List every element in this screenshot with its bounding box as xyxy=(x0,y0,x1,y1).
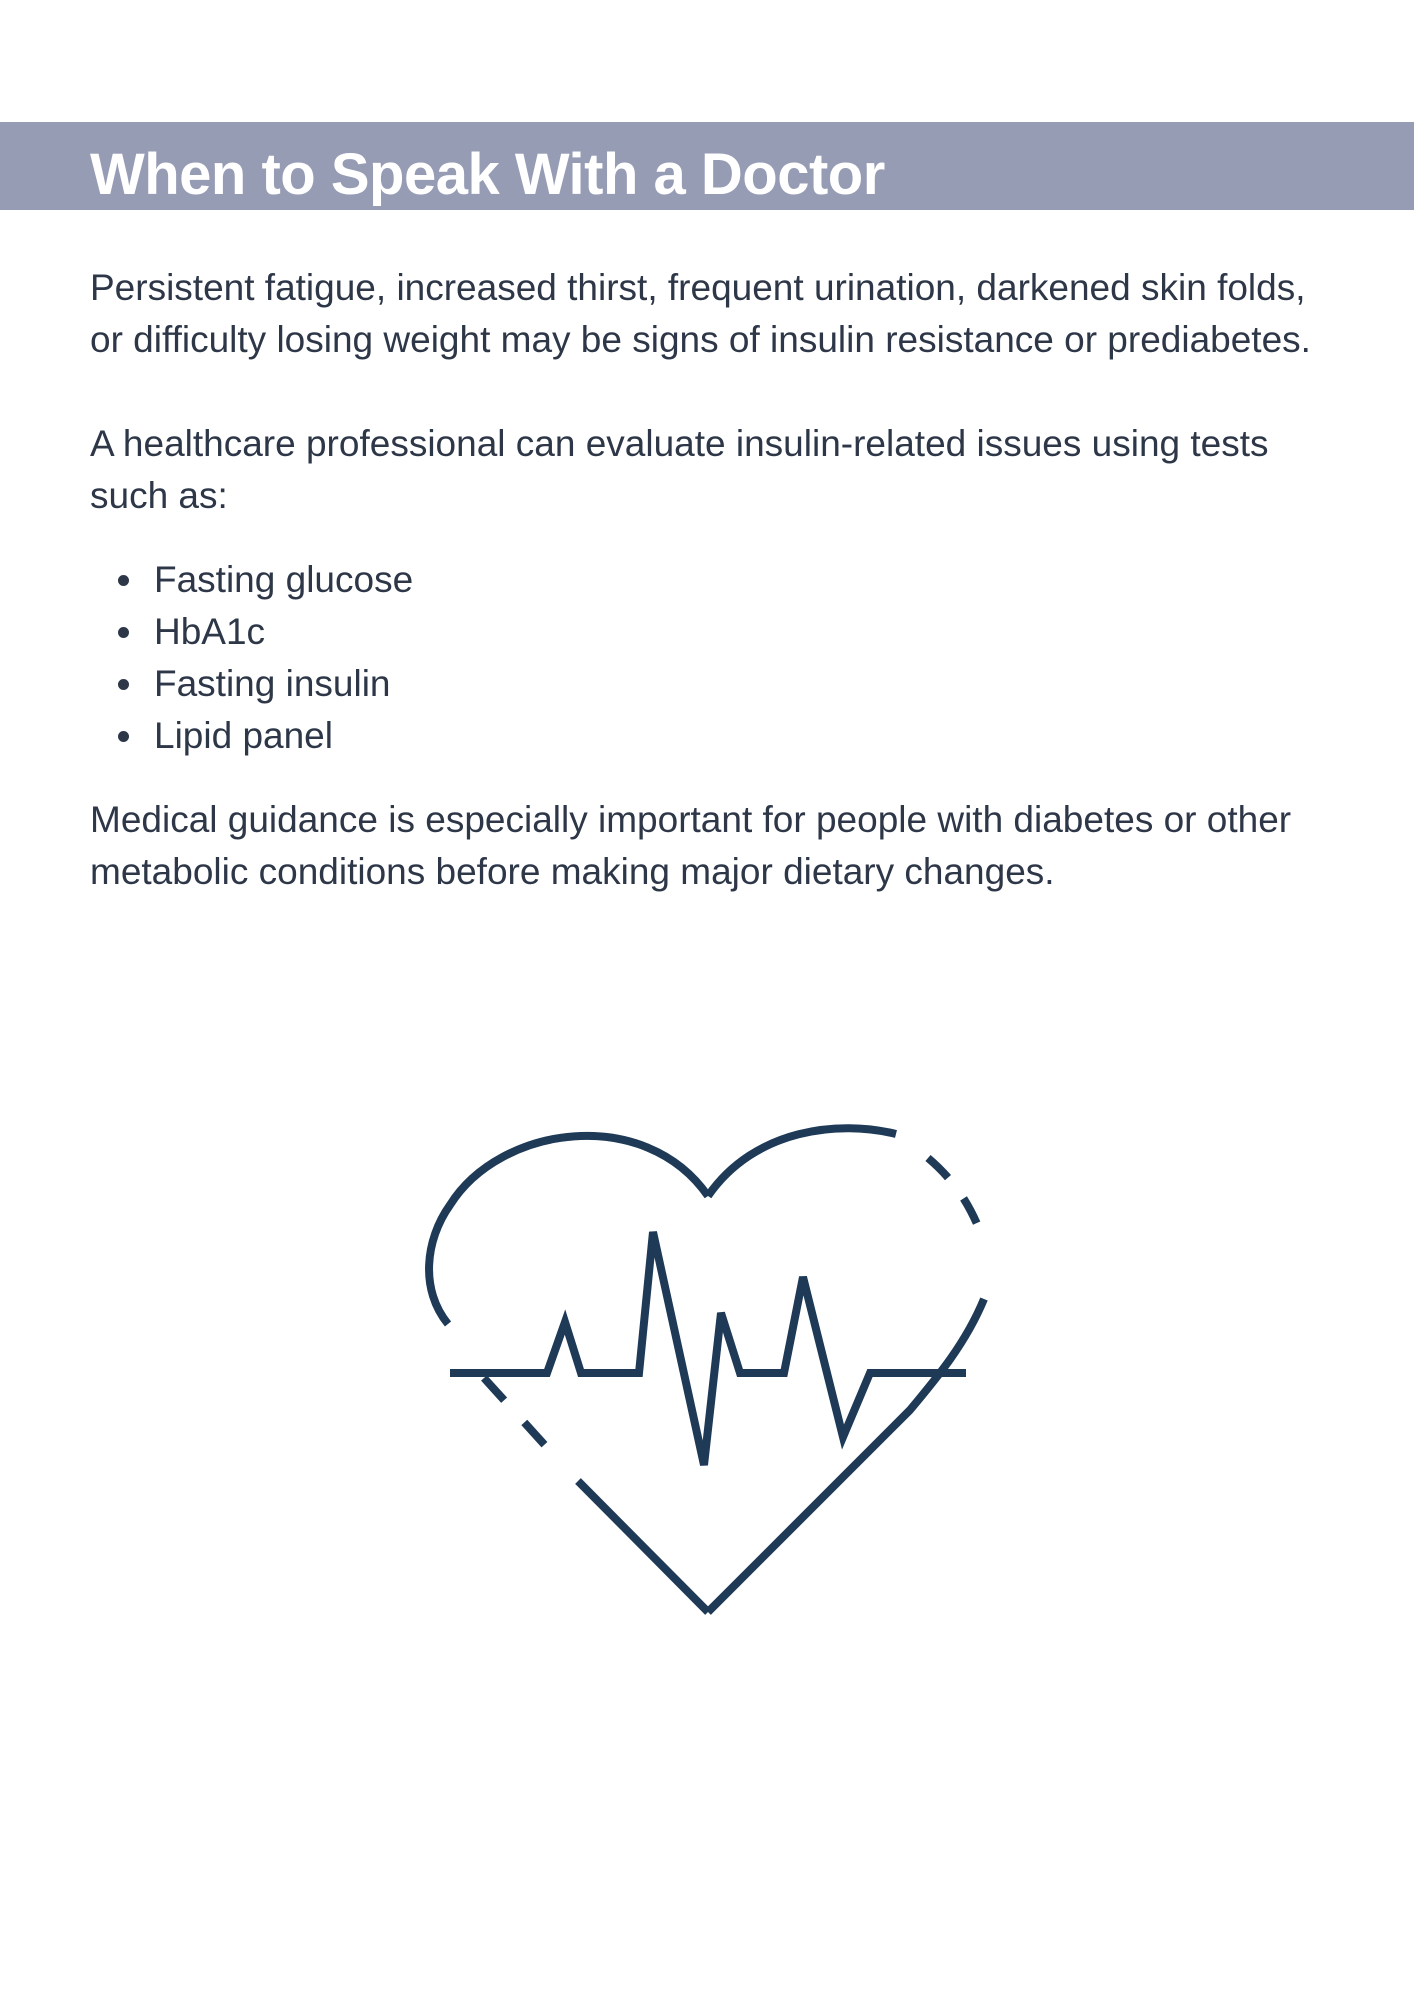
bullet-icon xyxy=(118,731,129,742)
content xyxy=(90,262,1340,898)
heart-right-lobe xyxy=(708,1128,896,1196)
test-label: Fasting glucose xyxy=(154,559,414,600)
heart-dashed-arc xyxy=(928,1158,985,1245)
heart-left-side xyxy=(578,1481,708,1612)
symptoms-paragraph: Persistent fatigue, increased thirst, frequent urination, darkened skin folds, or difficulty losing weight may be signs of insulin resistance or prediabetes. xyxy=(90,267,1311,360)
list-item xyxy=(90,710,1340,762)
test-label: HbA1c xyxy=(154,611,266,652)
tests-list xyxy=(90,554,1340,762)
list-item xyxy=(90,606,1340,658)
list-item xyxy=(90,554,1340,606)
bullet-icon xyxy=(118,627,129,638)
heart-pulse-icon xyxy=(400,1100,1020,1640)
list-item xyxy=(90,658,1340,710)
bullet-icon xyxy=(118,679,129,690)
heart-right-side xyxy=(708,1299,984,1612)
closing-paragraph: Medical guidance is especially important for people with diabetes or other metabolic conditions before making major dietary changes. xyxy=(90,799,1292,892)
test-label: Fasting insulin xyxy=(154,663,391,704)
test-label: Lipid panel xyxy=(154,715,333,756)
tests-intro-paragraph: A healthcare professional can evaluate insulin-related issues using tests such as: xyxy=(90,423,1269,516)
heart-pulse-strokes xyxy=(429,1128,985,1612)
page-title: When to Speak With a Doctor xyxy=(90,142,885,207)
bullet-icon xyxy=(118,575,129,586)
heart-left-dashes xyxy=(484,1378,552,1453)
